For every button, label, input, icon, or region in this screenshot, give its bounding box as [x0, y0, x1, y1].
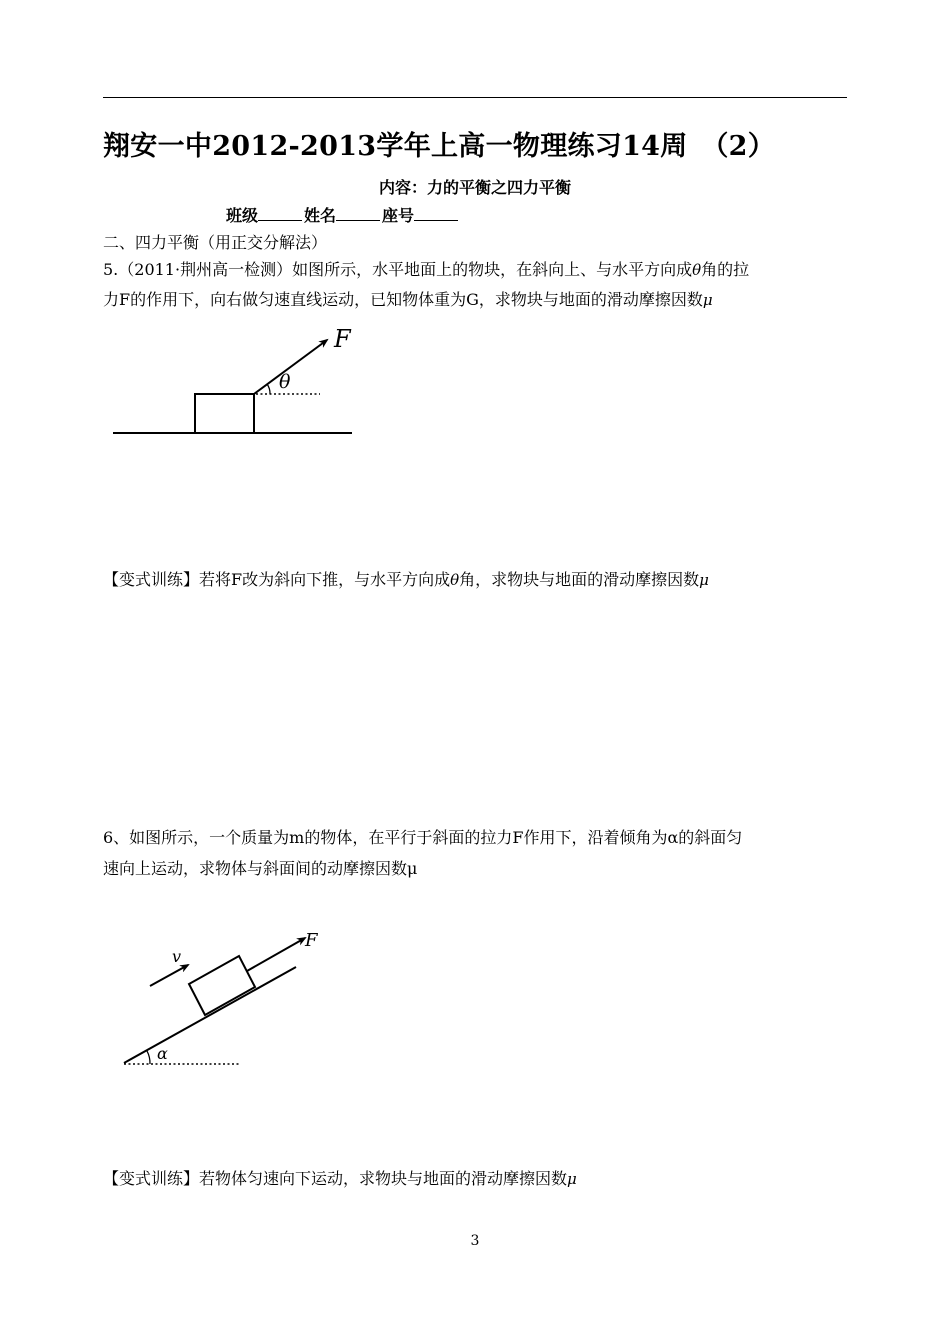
- name-label: 姓名: [304, 206, 337, 225]
- velocity-arrow: [150, 965, 188, 986]
- force-label-F: F: [305, 930, 318, 951]
- document-title: 翔安一中2012-2013学年上高一物理练习14周 （2）: [103, 131, 776, 162]
- mu-symbol: μ: [702, 291, 713, 309]
- figure-q6-block-on-incline: [124, 930, 319, 1064]
- variant2-text: 【变式训练】若物体匀速向下运动，求物块与地面的滑动摩擦因数: [103, 1169, 568, 1188]
- block: [195, 394, 254, 433]
- q5-line2-text: 力F的作用下，向右做匀速直线运动，已知物体重为G，求物块与地面的滑动摩擦因数: [103, 290, 703, 309]
- angle-arc: [267, 384, 270, 394]
- seat-label: 座号: [382, 206, 415, 225]
- q5-line1-b: 角的拉: [701, 260, 750, 279]
- mu-symbol: μ: [699, 571, 709, 589]
- angle-label-alpha: α: [157, 1044, 168, 1063]
- class-label: 班级: [226, 206, 259, 225]
- force-arrow: [254, 340, 327, 394]
- figure-q5-block-on-ground: [113, 325, 352, 433]
- section-heading: 二、四力平衡（用正交分解法）: [103, 233, 328, 252]
- theta-symbol: θ: [692, 261, 702, 279]
- q6-line1: 6、如图所示，一个质量为m的物体，在平行于斜面的拉力F作用下，沿着倾角为α的斜面匀: [103, 828, 743, 847]
- incline-line: [124, 967, 296, 1063]
- content-subtitle: 内容：力的平衡之四力平衡: [378, 178, 571, 197]
- variant1-text-b: 角，求物块与地面的滑动摩擦因数: [459, 570, 700, 589]
- angle-label-theta: θ: [279, 371, 291, 393]
- page-number: 3: [470, 1233, 480, 1249]
- theta-symbol: θ: [450, 571, 460, 589]
- force-label-F: F: [334, 325, 351, 353]
- angle-arc: [147, 1051, 150, 1064]
- velocity-label-v: v: [172, 947, 182, 966]
- block: [189, 956, 255, 1015]
- mu-symbol: μ: [567, 1170, 577, 1188]
- variant1-text-a: 【变式训练】若将F改为斜向下推，与水平方向成: [103, 570, 451, 589]
- force-arrow: [247, 938, 305, 971]
- q5-line1-a: 5.（2011·荆州高一检测）如图所示，水平地面上的物块，在斜向上、与水平方向成: [103, 260, 693, 279]
- q6-line2: 速向上运动，求物体与斜面间的动摩擦因数μ: [103, 859, 418, 878]
